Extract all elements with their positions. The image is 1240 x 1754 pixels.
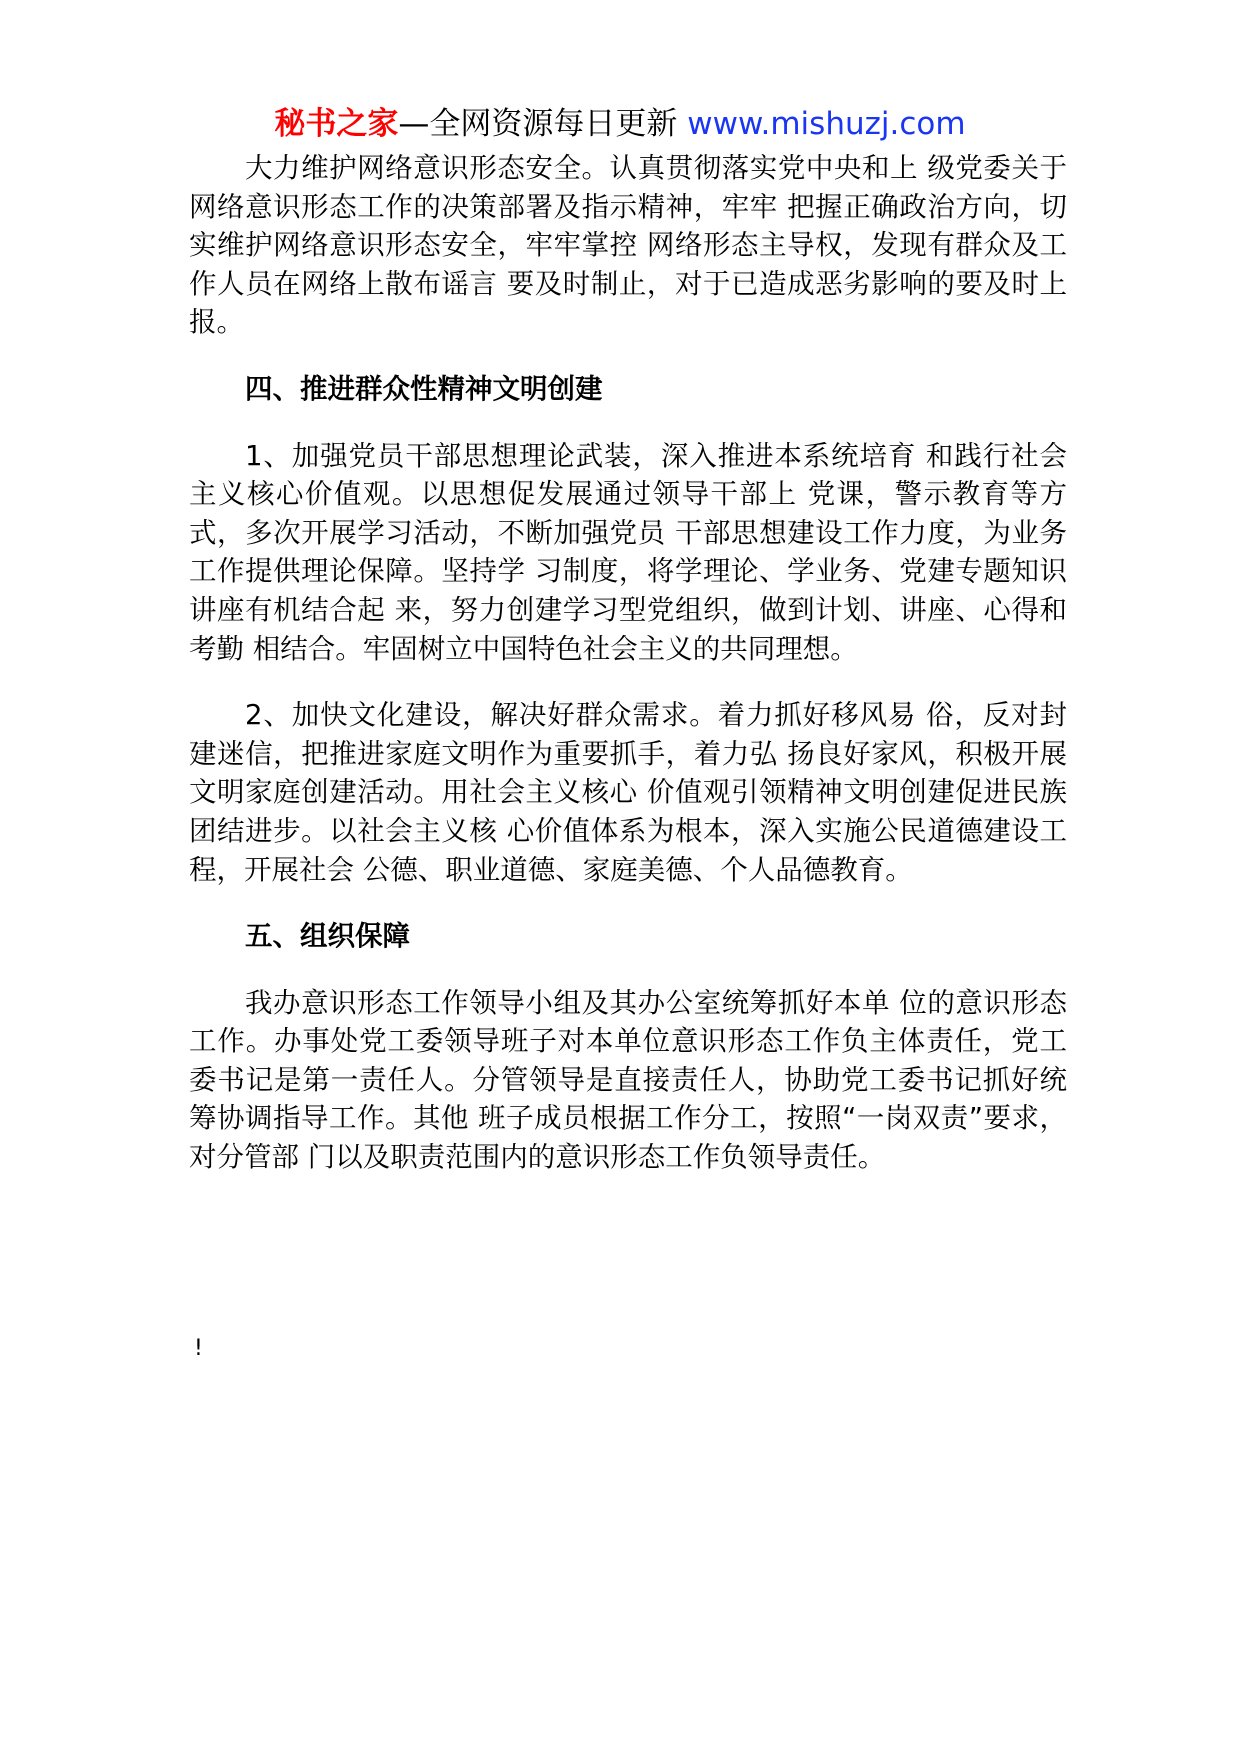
section-heading-4: 四、推进群众性精神文明创建: [245, 372, 603, 405]
document-body: [189, 149, 1067, 1177]
brand-name: 秘书之家: [274, 106, 399, 142]
header-tagline: —全网资源每日更新: [398, 106, 688, 142]
paragraph-organization-guarantee: 我办意识形态工作领导小组及其办公室统筹抓好本单 位的意识形态工作。办事处党工委领导班子对本单位意识形态工作负主体责任，党工委书记是第一责任人。分管领导是直接责任人，协助党工委书记抓好统筹协调指导工作。其他 班子成员根据工作分工，按照“一岗双责”要求，对分管部 门以及职责范围内的意识形态工作负领导责任。: [189, 986, 1067, 1174]
paragraph-network-security: 大力维护网络意识形态安全。认真贯彻落实党中央和上 级党委关于网络意识形态工作的决策部署及指示精神，牢牢 把握正确政治方向，切实维护网络意识形态安全，牢牢掌控 网络形态主导权，发现有群众及工作人员在网络上散布谣言 要及时制止，对于已造成恶劣影响的要及时上报。: [189, 152, 1067, 339]
stray-mark: !: [194, 1336, 203, 1361]
paragraph-theory-arming: 1、加强党员干部思想理论武装，深入推进本系统培育 和践行社会主义核心价值观。以思想促发展通过领导干部上 党课，警示教育等方式，多次开展学习活动，不断加强党员 干部思想建设工作力度，为业务工作提供理论保障。坚持学 习制度，将学理论、学业务、党建专题知识讲座有机结合起 来，努力创建学习型党组织，做到计划、讲座、心得和考勤 相结合。牢固树立中国特色社会主义的共同理想。: [189, 439, 1067, 665]
section-heading-5: 五、组织保障: [245, 920, 410, 953]
page-header: [0, 104, 1240, 144]
header-url[interactable]: www.mishuzj.com: [687, 106, 966, 142]
paragraph-culture-building: 2、加快文化建设，解决好群众需求。着力抓好移风易 俗，反对封建迷信，把推进家庭文明作为重要抓手，着力弘 扬良好家风，积极开展文明家庭创建活动。用社会主义核心 价值观引领精神文明创建促进民族团结进步。以社会主义核 心价值体系为根本，深入实施公民道德建设工程，开展社会 公德、职业道德、家庭美德、个人品德教育。: [189, 699, 1067, 886]
